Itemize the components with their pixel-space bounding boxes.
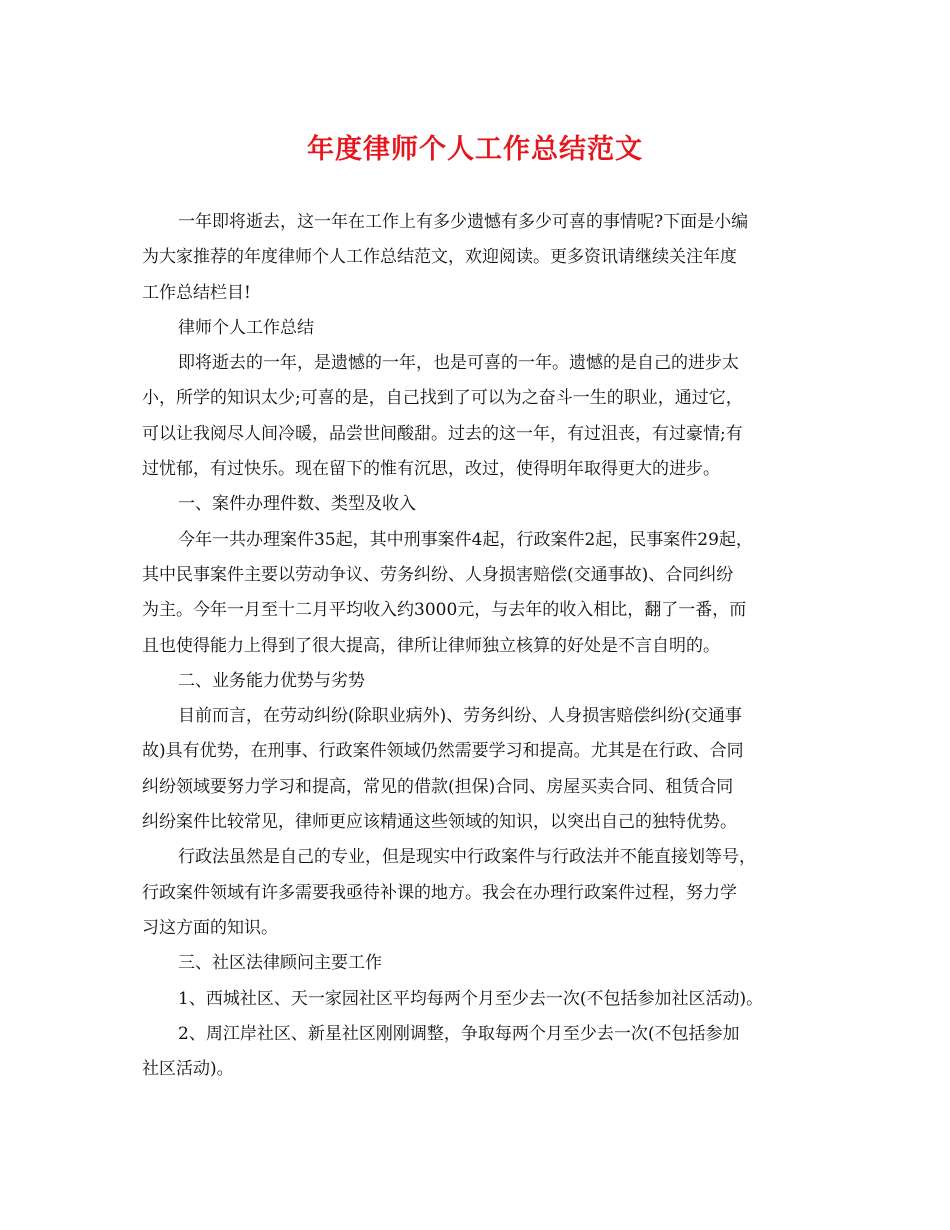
list-item: 2、周江岸社区、新星社区刚刚调整，争取每两个月至少去一次(不包括参加 bbox=[178, 1023, 740, 1044]
text-line: 且也使得能力上得到了很大提高，律所让律师独立核算的好处是不言自明的。 bbox=[142, 635, 720, 656]
document-title: 年度律师个人工作总结范文 bbox=[307, 134, 643, 165]
text-line: 可以让我阅尽人间冷暖，品尝世间酸甜。过去的这一年，有过沮丧，有过豪情;有 bbox=[142, 423, 743, 444]
section-heading: 二、业务能力优势与劣势 bbox=[178, 670, 365, 691]
text-line: 行政法虽然是自己的专业，但是现实中行政案件与行政法并不能直接划等号， bbox=[178, 847, 756, 868]
text-line: 为大家推荐的年度律师个人工作总结范文，欢迎阅读。更多资讯请继续关注年度 bbox=[142, 247, 737, 268]
text-line: 习这方面的知识。 bbox=[142, 917, 278, 938]
text-line: 故)具有优势，在刑事、行政案件领域仍然需要学习和提高。尤其是在行政、合同 bbox=[142, 741, 744, 762]
text-line: 社区活动)。 bbox=[142, 1059, 234, 1080]
section-heading: 一、案件办理件数、类型及收入 bbox=[178, 494, 416, 515]
text-line: 纠纷领域要努力学习和提高，常见的借款(担保)合同、房屋买卖合同、租赁合同 bbox=[142, 776, 734, 797]
section-heading: 三、社区法律顾问主要工作 bbox=[178, 953, 382, 974]
text-line: 工作总结栏目! bbox=[142, 282, 251, 303]
text-line: 目前而言，在劳动纠纷(除职业病外)、劳务纠纷、人身损害赔偿纠纷(交通事 bbox=[178, 706, 742, 727]
text-line: 其中民事案件主要以劳动争议、劳务纠纷、人身损害赔偿(交通事故)、合同纠纷 bbox=[142, 564, 734, 585]
text-line: 为主。今年一月至十二月平均收入约3000元，与去年的收入相比，翻了一番，而 bbox=[142, 600, 747, 621]
section-heading: 律师个人工作总结 bbox=[178, 317, 314, 338]
text-line: 一年即将逝去，这一年在工作上有多少遗憾有多少可喜的事情呢?下面是小编 bbox=[178, 212, 749, 232]
text-line: 纠纷案件比较常见，律师更应该精通这些领域的知识，以突出自己的独特优势。 bbox=[142, 812, 737, 833]
list-item: 1、西城社区、天一家园社区平均每两个月至少去一次(不包括参加社区活动)。 bbox=[178, 988, 764, 1009]
text-line: 行政案件领域有许多需要我亟待补课的地方。我会在办理行政案件过程，努力学 bbox=[142, 882, 737, 903]
document-body bbox=[142, 205, 812, 1087]
text-line: 小，所学的知识太少;可喜的是，自己找到了可以为之奋斗一生的职业，通过它， bbox=[142, 388, 743, 409]
text-line: 过忧郁，有过快乐。现在留下的惟有沉思，改过，使得明年取得更大的进步。 bbox=[142, 459, 720, 480]
text-line: 即将逝去的一年，是遗憾的一年，也是可喜的一年。遗憾的是自己的进步太 bbox=[178, 353, 739, 374]
text-line: 今年一共办理案件35起，其中刑事案件4起，行政案件2起，民事案件29起， bbox=[178, 529, 753, 550]
